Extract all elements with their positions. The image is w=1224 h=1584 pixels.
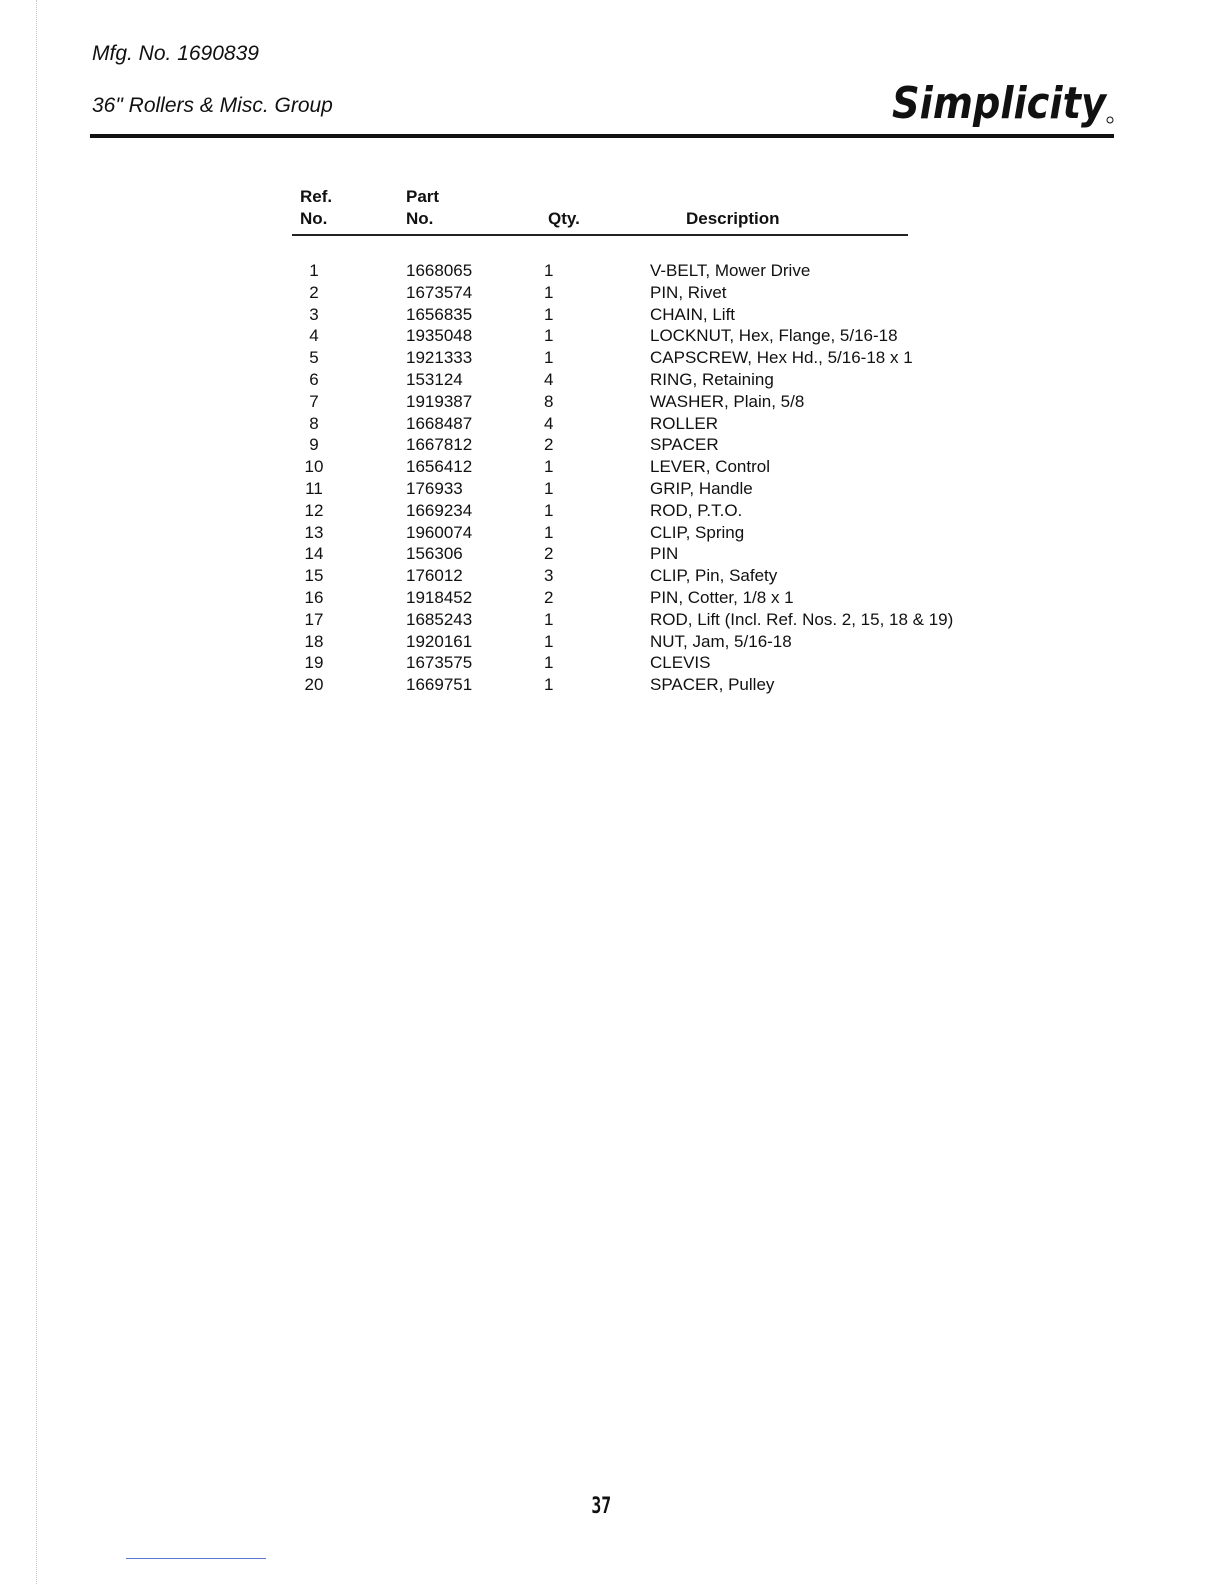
description-cell: GRIP, Handle <box>650 478 753 498</box>
qty-cell: 4 <box>544 413 554 433</box>
qty-cell: 1 <box>544 522 554 542</box>
registered-mark-icon <box>1107 117 1113 123</box>
qty-cell: 8 <box>544 391 554 411</box>
description-cell: CAPSCREW, Hex Hd., 5/16-18 x 1 <box>650 348 913 368</box>
table-row <box>292 674 1012 696</box>
qty-cell: 1 <box>544 653 554 673</box>
qty-cell: 1 <box>544 326 554 346</box>
qty-cell: 1 <box>544 261 554 280</box>
qty-cell: 2 <box>544 435 554 455</box>
description-cell: CLIP, Spring <box>650 522 745 542</box>
table-row <box>292 543 1012 565</box>
table-row <box>292 304 1012 326</box>
part-no-cell: 1667812 <box>406 435 473 455</box>
part-no-cell: 156306 <box>406 544 463 564</box>
table-row <box>292 347 1012 369</box>
description-cell: CLIP, Pin, Safety <box>650 566 778 586</box>
table-row <box>292 478 1012 500</box>
ref-no-cell: 8 <box>309 413 319 433</box>
part-no-cell: 1668487 <box>406 413 473 433</box>
part-no-cell: 1685243 <box>406 609 473 629</box>
part-no-cell: 1669751 <box>406 675 473 695</box>
description-cell: LEVER, Control <box>650 457 770 477</box>
part-no-cell: 1935048 <box>406 326 473 346</box>
table-row <box>292 565 1012 587</box>
ref-no-cell: 12 <box>304 500 324 520</box>
description-cell: CHAIN, Lift <box>650 304 736 324</box>
header-underline <box>292 234 908 236</box>
ref-no-cell: 19 <box>304 653 324 673</box>
table-row <box>292 413 1012 435</box>
qty-cell: 1 <box>544 609 554 629</box>
part-no-cell: 1920161 <box>406 631 473 651</box>
header-divider <box>90 134 1114 138</box>
parts-rows <box>292 260 1012 696</box>
part-no-cell: 1669234 <box>406 500 473 520</box>
qty-cell: 1 <box>544 282 554 302</box>
table-row <box>292 500 1012 522</box>
description-cell: ROD, Lift (Incl. Ref. Nos. 2, 15, 18 & 19) <box>650 609 954 629</box>
qty-cell: 1 <box>544 457 554 477</box>
ref-no-cell: 6 <box>309 369 319 389</box>
description-cell: SPACER, Pulley <box>650 675 775 695</box>
description-cell: LOCKNUT, Hex, Flange, 5/16-18 <box>650 326 898 346</box>
ref-no-cell: 13 <box>304 522 324 542</box>
qty-cell: 2 <box>544 587 554 607</box>
description-cell: V-BELT, Mower Drive <box>650 261 811 280</box>
description-cell: CLEVIS <box>650 653 711 673</box>
ref-no-cell: 10 <box>304 457 324 477</box>
table-row <box>292 325 1012 347</box>
qty-cell: 2 <box>544 544 554 564</box>
ref-no-cell: 16 <box>304 587 324 607</box>
description-cell: PIN, Cotter, 1/8 x 1 <box>650 587 794 607</box>
footer-line <box>126 1558 266 1559</box>
page-number: 37 <box>591 1494 612 1519</box>
part-no-cell: 1668065 <box>406 261 473 280</box>
qty-cell: 1 <box>544 500 554 520</box>
part-no-cell: 1921333 <box>406 348 473 368</box>
description-cell: NUT, Jam, 5/16-18 <box>650 631 792 651</box>
ref-no-cell: 1 <box>309 261 319 280</box>
header-ref-line2: No. <box>300 209 328 228</box>
header-part-line1: Part <box>406 187 440 206</box>
ref-no-cell: 18 <box>304 631 324 651</box>
ref-no-cell: 20 <box>304 675 324 695</box>
header-part-no <box>406 186 439 230</box>
part-no-cell: 1656412 <box>406 457 473 477</box>
group-title: 36" Rollers & Misc. Group <box>92 94 333 117</box>
ref-no-cell: 14 <box>304 544 324 564</box>
table-row <box>292 652 1012 674</box>
qty-cell: 1 <box>544 631 554 651</box>
logo-wordmark: Simplicity <box>892 78 1109 129</box>
table-row <box>292 587 1012 609</box>
table-row <box>292 609 1012 631</box>
ref-no-cell: 15 <box>304 566 324 586</box>
table-row <box>292 522 1012 544</box>
table-row <box>292 260 1012 282</box>
part-no-cell: 1919387 <box>406 391 473 411</box>
left-margin-rule <box>36 0 37 1584</box>
part-no-cell: 176012 <box>406 566 463 586</box>
description-cell: ROD, P.T.O. <box>650 500 743 520</box>
qty-cell: 1 <box>544 675 554 695</box>
table-row <box>292 434 1012 456</box>
description-cell: PIN <box>650 544 679 564</box>
ref-no-cell: 11 <box>305 478 323 498</box>
table-row <box>292 391 1012 413</box>
description-cell: WASHER, Plain, 5/8 <box>650 391 805 411</box>
ref-no-cell: 17 <box>304 609 324 629</box>
part-no-cell: 1673574 <box>406 282 473 302</box>
header-description: Description <box>686 209 780 228</box>
part-no-cell: 176933 <box>406 478 463 498</box>
table-row <box>292 456 1012 478</box>
part-no-cell: 153124 <box>406 369 463 389</box>
table-row <box>292 369 1012 391</box>
simplicity-logo <box>888 74 1118 130</box>
mfg-number: Mfg. No. 1690839 <box>92 42 259 65</box>
header-qty: Qty. <box>548 209 580 228</box>
ref-no-cell: 7 <box>309 391 319 411</box>
part-no-cell: 1960074 <box>406 522 473 542</box>
ref-no-cell: 4 <box>309 326 319 346</box>
part-no-cell: 1673575 <box>406 653 473 673</box>
header-part-line2: No. <box>406 209 434 228</box>
table-row <box>292 282 1012 304</box>
ref-no-cell: 2 <box>309 282 319 302</box>
qty-cell: 1 <box>544 304 554 324</box>
part-no-cell: 1656835 <box>406 304 473 324</box>
qty-cell: 1 <box>544 348 554 368</box>
table-row <box>292 631 1012 653</box>
description-cell: RING, Retaining <box>650 369 774 389</box>
part-no-cell: 1918452 <box>406 587 473 607</box>
description-cell: SPACER <box>650 435 719 455</box>
ref-no-cell: 5 <box>309 348 319 368</box>
ref-no-cell: 3 <box>309 304 319 324</box>
qty-cell: 3 <box>544 566 554 586</box>
qty-cell: 1 <box>544 478 554 498</box>
header-ref-no <box>300 186 332 230</box>
description-cell: PIN, Rivet <box>650 282 727 302</box>
description-cell: ROLLER <box>650 413 719 433</box>
qty-cell: 4 <box>544 369 554 389</box>
header-ref-line1: Ref. <box>300 187 333 206</box>
ref-no-cell: 9 <box>309 435 319 455</box>
